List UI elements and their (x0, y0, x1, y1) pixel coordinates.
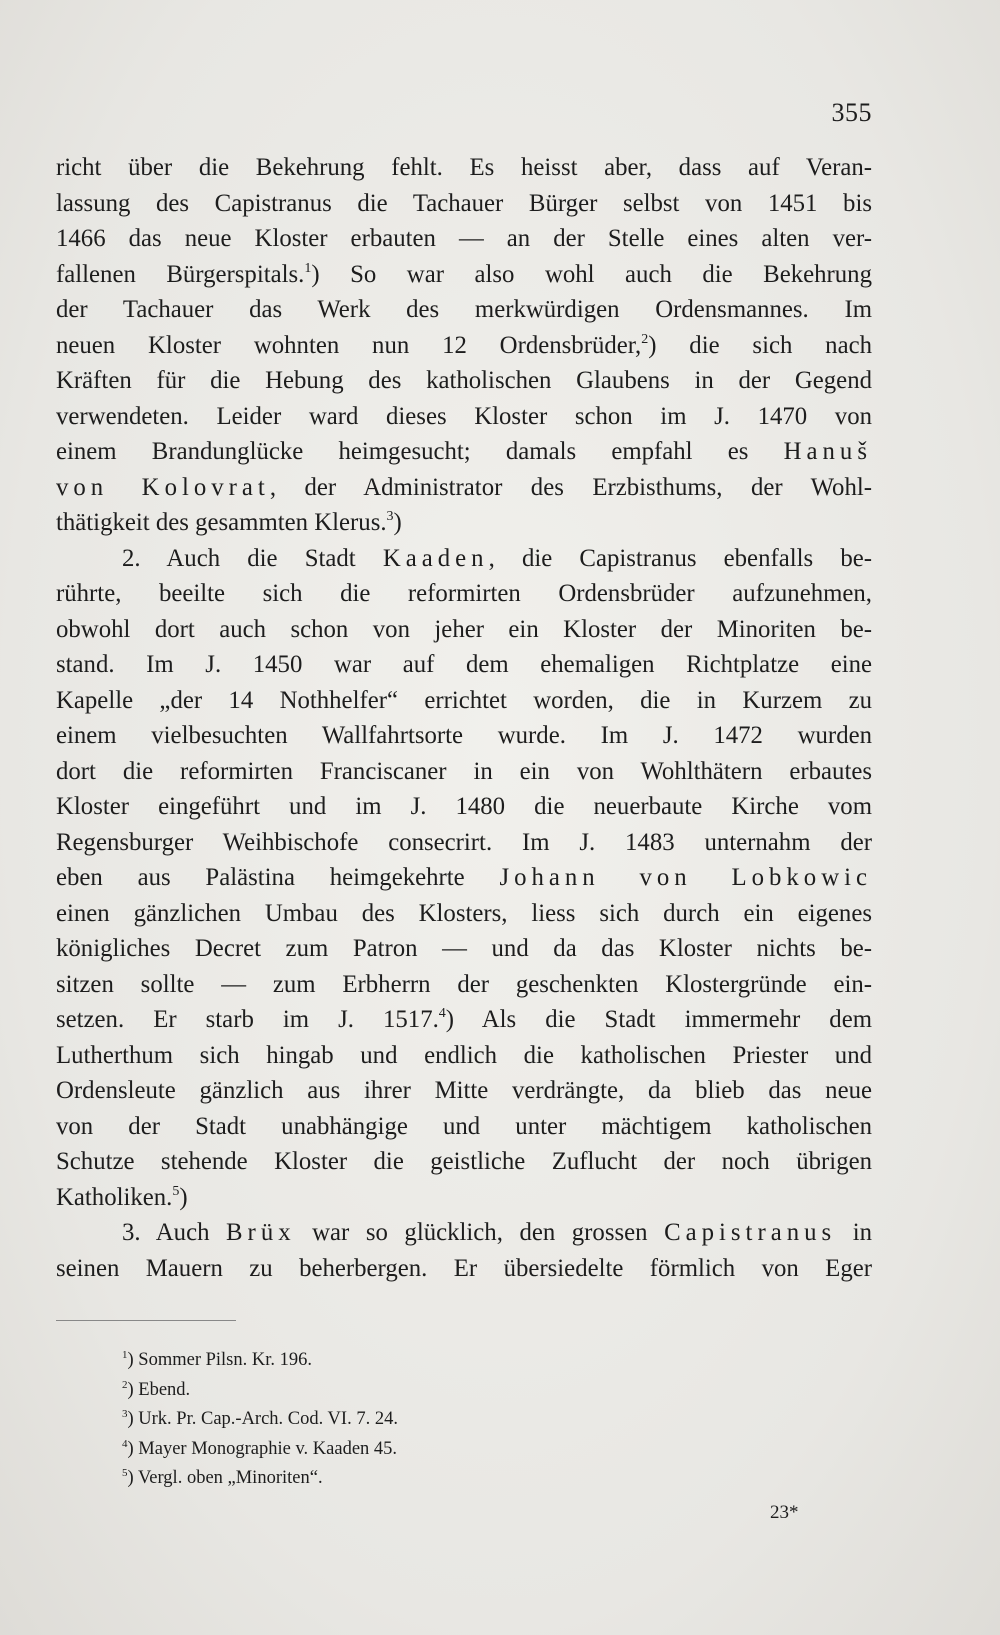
text-line: Schutze stehende Kloster die geistliche Zuflucht der noch übrigen (56, 1148, 872, 1175)
text-line: Kräften für die Hebung des katholischen Glaubens in der Gegend (56, 367, 872, 394)
text-line: Kloster eingeführt und im J. 1480 die neuerbaute Kirche vom (56, 793, 872, 820)
footnote: $^2$) Ebend. (122, 1378, 191, 1400)
text-line: 2. Auch die Stadt Kaaden, die Capistranus ebenfalls be- (122, 544, 872, 572)
text-line: fallenen Bürgerspitals.$^1$) So war also wohl auch die Bekehrung (56, 260, 872, 288)
text-line: seinen Mauern zu beherbergen. Er übersiedelte förmlich von Eger (56, 1254, 872, 1282)
text-line: der Tachauer das Werk des merkwürdigen Ordensmannes. Im (56, 296, 872, 323)
text-line: richt über die Bekehrung fehlt. Es heisst aber, dass auf Veran- (56, 154, 872, 181)
text-line: 3. Auch Brüx war so glücklich, den grossen Capistranus in (122, 1219, 872, 1246)
text-line: thätigkeit des gesammten Klerus.$^3$) (56, 509, 402, 536)
footnote-ref: 3 (386, 509, 394, 524)
text-line: von Kolovrat, der Administrator des Erzbisthums, der Wohl- (56, 473, 872, 501)
text-line: Kapelle „der 14 Nothhelfer“ errichtet worden, die in Kurzem zu (56, 686, 872, 714)
signature-mark: 23* (770, 1502, 799, 1523)
spaced-name: von Kolovrat (56, 473, 270, 501)
footnote-divider (56, 1320, 236, 1321)
text-line: lassung des Capistranus die Tachauer Bürger selbst von 1451 bis (56, 189, 872, 217)
text-line: 1466 das neue Kloster erbauten — an der Stelle eines alten ver- (56, 225, 872, 252)
footnote-ref: 4 (438, 1006, 446, 1021)
text-line: einem vielbesuchten Wallfahrtsorte wurde. Im J. 1472 wurden (56, 722, 872, 749)
text-line: rührte, beeilte sich die reformirten Ordensbrüder aufzunehmen, (56, 580, 872, 607)
footnote-ref: 2 (641, 331, 649, 347)
text-line: sitzen sollte — zum Erbherrn der geschenkten Klostergründe ein- (56, 970, 872, 998)
footnote: $^3$) Urk. Pr. Cap.-Arch. Cod. VI. 7. 24. (122, 1408, 398, 1430)
text-line: Regensburger Weihbischofe consecrirt. Im J. 1483 unternahm der (56, 828, 872, 856)
footnote: $^4$) Mayer Monographie v. Kaaden 45. (122, 1437, 398, 1459)
text-line: Katholiken.$^5$) (56, 1183, 188, 1211)
spaced-name: Hanuš (783, 438, 872, 465)
footnote-ref: 1 (304, 260, 312, 276)
text-line: neuen Kloster wohnten nun 12 Ordensbrüder,$^2$) die sich nach (56, 331, 872, 359)
text-line: stand. Im J. 1450 war auf dem ehemaligen Richtplatze eine (56, 651, 872, 678)
footnote: $^5$) Vergl. oben „Minoriten“. (122, 1467, 323, 1489)
text-line: setzen. Er starb im J. 1517.$^4$) Als die Stadt immermehr dem (56, 1006, 872, 1033)
spaced-name: Johann von Lobkowic (499, 864, 872, 891)
footnote: $^1$) Sommer Pilsn. Kr. 196. (122, 1349, 312, 1370)
text-line: dort die reformirten Franciscaner in ein von Wohlthätern erbautes (56, 757, 872, 785)
spaced-name: Kaaden (382, 544, 489, 572)
spaced-name: Brüx (226, 1219, 296, 1246)
text-line: von der Stadt unabhängige und unter mächtigem katholischen (56, 1112, 872, 1140)
footnote-ref: 5 (172, 1183, 180, 1199)
text-line: Ordensleute gänzlich aus ihrer Mitte verdrängte, da blieb das neue (56, 1077, 872, 1104)
text-line: einem Brandunglücke heimgesucht; damals empfahl es Hanuš (56, 438, 872, 465)
text-line: einen gänzlichen Umbau des Klosters, liess sich durch ein eigenes (56, 899, 872, 927)
body-text (56, 150, 872, 1286)
footnotes (122, 1346, 722, 1494)
spaced-name: Capistranus (664, 1219, 837, 1246)
text-line: Lutherthum sich hingab und endlich die katholischen Priester und (56, 1041, 872, 1069)
text-line: verwendeten. Leider ward dieses Kloster schon im J. 1470 von (56, 402, 872, 430)
text-line: obwohl dort auch schon von jeher ein Kloster der Minoriten be- (56, 615, 872, 643)
text-line: eben aus Palästina heimgekehrte Johann von Lobkowic (56, 864, 872, 891)
page-number: 355 (831, 98, 872, 127)
text-line: königliches Decret zum Patron — und da das Kloster nichts be- (56, 935, 872, 962)
